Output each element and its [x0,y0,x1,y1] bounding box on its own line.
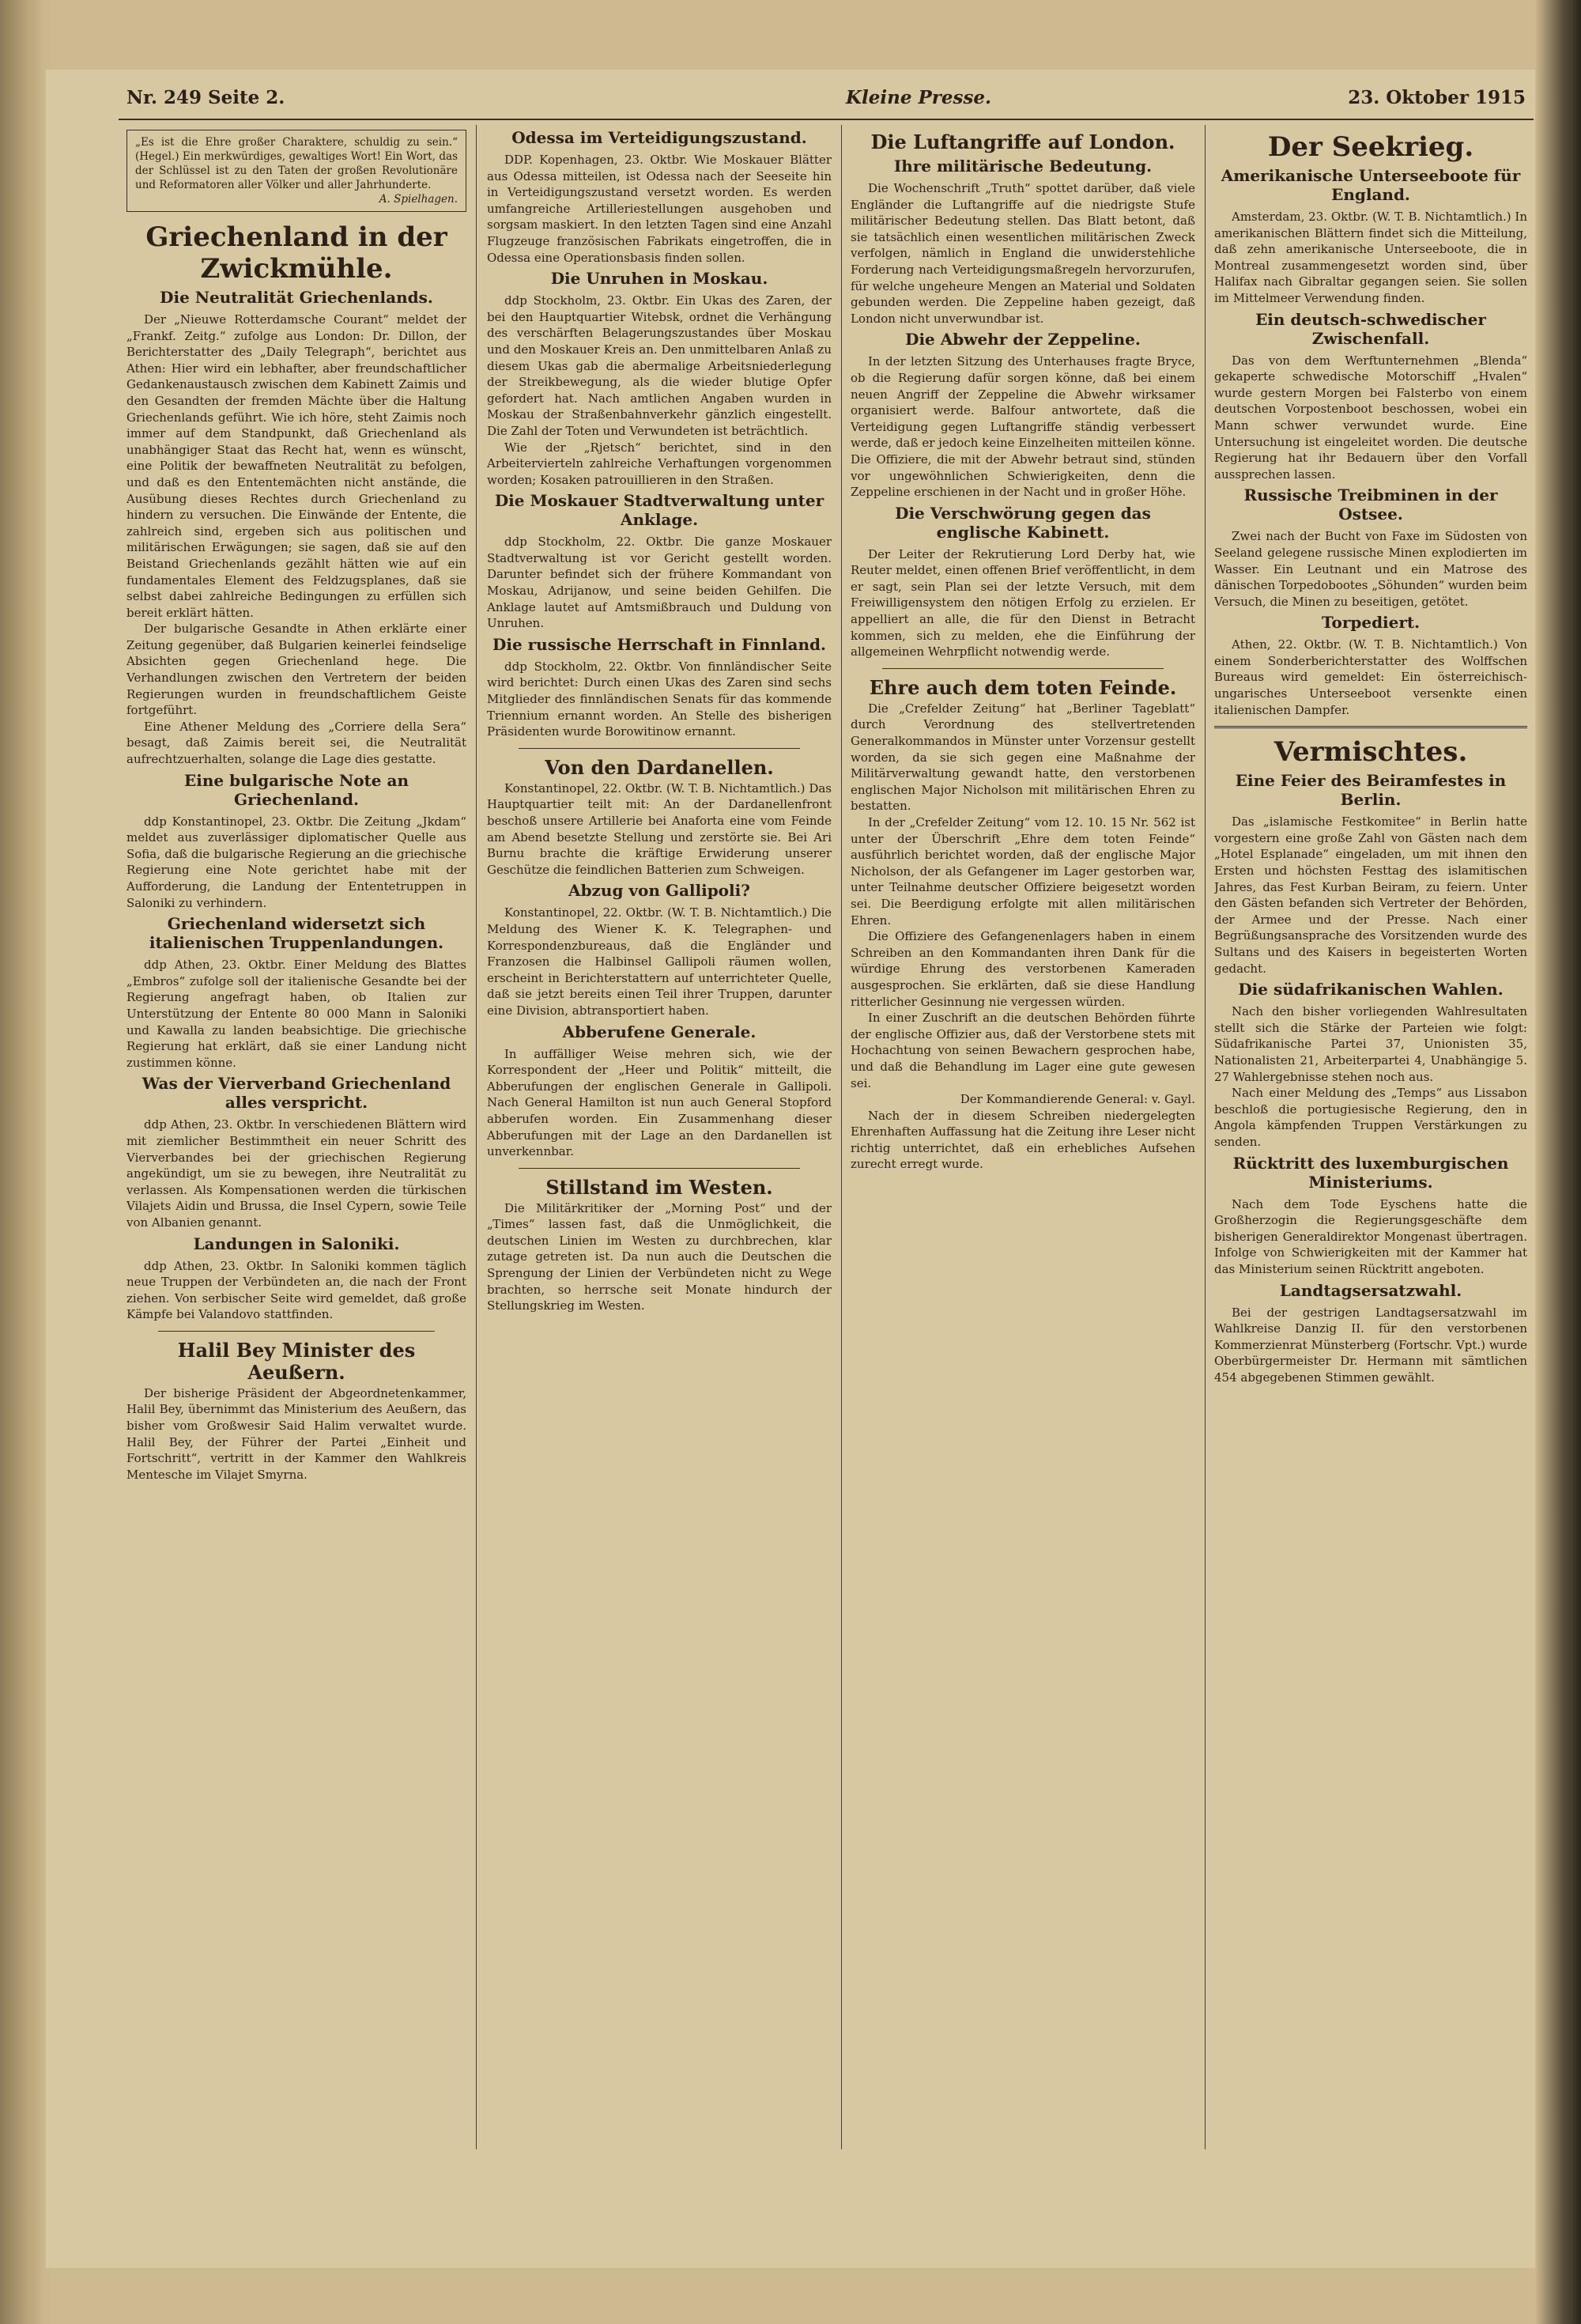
article-paragraph: Wie der „Rjetsch“ berichtet, sind in den Arbeitervierteln zahlreiche Verhaftungen vorgenommen worden; Kosaken patrouillieren in den Straßen. [487,440,832,487]
article-paragraph: Das von dem Werftunternehmen „Blenda“ gekaperte schwedische Motorschiff „Hvalen“ wurde gestern Morgen bei Falsterbo von einem deutschen Vorpostenboot beschossen, wobei ein Mann schwer verwundet wurde. Eine Untersuchung ist eingeleitet worden. Die deutsche Regierung hat ihr Bedauern über den Vorfall aussprechen lassen. [1214,353,1527,482]
subheadline: Ein deutsch-schwedischer Zwischenfall. [1255,309,1486,348]
subheadline: Eine bulgarische Note an Griechenland. [184,770,409,809]
article-paragraph: Die Offiziere des Gefangenenlagers haben in einem Schreiben an den Kommandanten ihren Dank für die würdige Ehrung des verstorbenen Kameraden ausgesprochen. Sie erklärten, daß sie diese Handlung ritterlicher Gesinnung nie vergessen würden. [851,929,1195,1009]
divider [519,748,800,749]
issue-date: 23. Oktober 1915 [1348,87,1526,108]
headline: Stillstand im Westen. [545,1175,773,1199]
subheadline: Die Moskauer Stadtverwaltung unter Anklage. [494,491,824,530]
article-paragraph: ddp Athen, 23. Oktbr. Einer Meldung des Blattes „Embros“ zufolge soll der italienische Gesandte bei der Regierung angefragt haben, ob Italien zur Unterstützung der Entente 80 000 Mann in Saloniki und Kawalla zu landen beabsichtige. Die griechische Regierung hat erklärt, daß sie einer Landung nicht zustimmen könne. [126,958,466,1070]
page-binding-left [0,0,46,2324]
headline: Ehre auch dem toten Feinde. [869,675,1177,699]
headline: Halil Bey Minister des Aeußern. [177,1338,416,1384]
article-paragraph: Konstantinopel, 22. Oktbr. (W. T. B. Nichtamtlich.) Die Meldung des Wiener K. K. Telegraphen- und Korrespondenzbureaus, daß die Engländer und Franzosen die Halbinsel Gallipoli räumen wollen, erscheint in Berichterstattern auf unterrichteter Quelle, daß sie jetzt bereits einen Teil ihrer Truppen, darunter eine Division, abtransportiert haben. [487,905,832,1018]
subheadline: Griechenland widersetzt sich italienischen Truppenlandungen. [149,914,444,953]
divider [158,1331,435,1332]
issue-number: Nr. 249 Seite 2. [126,87,285,108]
article-paragraph: Amsterdam, 23. Oktbr. (W. T. B. Nichtamtlich.) In amerikanischen Blättern findet sich die Mitteilung, daß zehn amerikanische Unterseeboote, die in Montreal zusammengesetzt worden sind, über Halifax nach Gibraltar gegangen seien. Sie sollen im Mittelmeer Verwendung finden. [1214,210,1527,305]
article-paragraph: In auffälliger Weise mehren sich, wie der Korrespondent der „Heer und Politik“ mitteilt, die Abberufungen der englischen Generale in Gallipoli. Nach General Hamilton ist nun auch General Stopford abberufen worden. Ein Zusammenhang dieser Abberufungen mit der Lage an den Dardanellen ist unverkennbar. [487,1046,832,1159]
column-1 [126,125,466,2133]
subheadline: Russische Treibminen in der Ostsee. [1243,486,1498,524]
article-paragraph: DDP. Kopenhagen, 23. Oktbr. Wie Moskauer Blätter aus Odessa mitteilen, ist Odessa nach der Seeseite hin in Verteidigungszustand versetzt worden. Es werden umfangreiche Artilleriestellungen ausgehoben und sorgsam maskiert. In den letzten Tagen sind eine Anzahl Flugzeuge französischen Fabrikats eingetroffen, die in Odessa eine Operationsbasis finden sollen. [487,153,832,265]
article-paragraph: Die Militärkritiker der „Morning Post“ und der „Times“ lassen fast, daß die Unmöglichkeit, die deutschen Linien im Westen zu durchbrechen, klar zutage getreten ist. Da nun auch die Deutschen die Sprengung der Linien der Verbündeten nicht zu Wege brachten, so herrsche seit Monate hindurch der Stellungskrieg im Westen. [487,1200,832,1313]
column-separator [1205,125,1206,2149]
subheadline: Eine Feier des Beiramfestes in Berlin. [1235,771,1507,810]
subheadline: Die russische Herrschaft in Finnland. [492,634,826,654]
article-paragraph: Bei der gestrigen Landtagsersatzwahl im Wahlkreise Danzig II. für den verstorbenen Kommerzienrat Münsterberg (Fortschr. Vpt.) wurde Oberbürgermeister Dr. Hermann mit sämtlichen 454 abgegebenen Stimmen gewählt. [1214,1305,1527,1385]
divider-double [1214,726,1527,728]
headline-vermischtes: Vermischtes. [1273,736,1468,769]
subheadline: Abberufene Generale. [562,1022,757,1041]
article-paragraph: Nach der in diesem Schreiben niedergelegten Ehrenhaften Auffassung hat die Zeitung ihre Leser nicht richtig unterrichtet, daß ein erhebliches Aufsehen zurecht erregt wurde. [851,1108,1195,1172]
article-paragraph: Der Leiter der Rekrutierung Lord Derby hat, wie Reuter meldet, einen offenen Brief veröffentlicht, in dem er sagt, sein Plan sei der letzte Versuch, mit dem Freiwilligensystem den nötigen Erfolg zu erzielen. Er appelliert an alle, die für den Dienst in Betracht kommen, sich zu melden, ehe die Einführung der allgemeinen Wehrpflicht notwendig werde. [851,546,1195,659]
subheadline: Odessa im Verteidigungszustand. [511,128,807,147]
subheadline: Landtagsersatzwahl. [1279,1280,1462,1300]
article-paragraph: Der bisherige Präsident der Abgeordnetenkammer, Halil Bey, übernimmt das Ministerium des Aeußern, das bisher vom Großwesir Said Halim verwaltet wurde. Halil Bey, der Führer der Partei „Einheit und Fortschritt“, vertritt in der Kammer den Wahlkreis Mentesche im Vilajet Smyrna. [126,1385,466,1482]
subheadline: Die Neutralität Griechenlands. [160,288,433,307]
subheadline: Was der Vierverband Griechenland alles verspricht. [141,1074,451,1113]
article-paragraph: Das „islamische Festkomitee“ in Berlin hatte vorgestern eine große Zahl von Gästen nach dem „Hotel Esplanade“ eingeladen, um mit ihnen den Ersten und höchsten Festtag des islamitischen Jahres, das Fest Kurban Beiram, zu feiern. Unter den Gästen befanden sich Vertreter der Behörden, der Armee und der Presse. Nach einer Begrüßungsansprache des Vorsitzenden wurde des Sultans und des Kaisers in begeisterten Worten gedacht. [1214,814,1527,976]
column-2 [487,125,832,2133]
article-paragraph: Nach den bisher vorliegenden Wahlresultaten stellt sich die Stärke der Parteien wie folgt: Südafrikanische Partei 37, Unionisten 35, Nationalisten 21, Arbeiterpartei 4, Unabhängige 5. 27 Wahlergebnisse stehen noch aus. [1214,1004,1527,1084]
headline: Die Luftangriffe auf London. [870,130,1175,153]
subheadline: Landungen in Saloniki. [193,1234,400,1253]
column-separator [841,125,842,2149]
subheadline: Ihre militärische Bedeutung. [893,157,1153,176]
subheadline: Die Abwehr der Zeppeline. [905,330,1141,350]
article-paragraph: Konstantinopel, 22. Oktbr. (W. T. B. Nichtamtlich.) Das Hauptquartier teilt mit: An der Dardanellenfront beschoß unsere Artillerie bei Anaforta eine vom Feinde am Abend besetzte Stellung und zerstörte sie. Bei Ari Burnu brachte die kräftige Erwiderung unserer Geschütze die feindlichen Batterien zum Schweigen. [487,780,832,877]
article-paragraph: ddp Stockholm, 22. Oktbr. Die ganze Moskauer Stadtverwaltung ist vor Gericht gestellt worden. Darunter befindet sich der frühere Kommandant von Moskau, Adrijanow, und seine beiden Gehilfen. Die Anklage lautet auf Amtsmißbrauch und Duldung von Unruhen. [487,535,832,631]
headline-greece: Griechenland in der Zwickmühle. [145,221,447,285]
headline-seekrieg: Der Seekrieg. [1267,131,1474,163]
article-paragraph: Die Wochenschrift „Truth“ spottet darüber, daß viele Engländer die Luftangriffe auf die niedrigste Stufe militärischer Bedeutung stellen. Das Blatt betont, daß sie tatsächlich einen wesentlichen militärischen Zweck verfolgen, nämlich in England die unwiderstehliche Forderung nach Verteidigungsmaßregeln hervorzurufen, für welche ungeheure Mengen an Material und Soldaten gebunden werden. Die Zeppeline haben gezeigt, daß London nicht unverwundbar ist. [851,181,1195,326]
divider [882,668,1164,669]
article-paragraph: Eine Athener Meldung des „Corriere della Sera“ besagt, daß Zaimis bereit sei, die Neutralität aufrechtzuerhalten, solange die Lage dies gestatte. [126,719,466,767]
quote-text: „Es ist die Ehre großer Charaktere, schuldig zu sein.“ (Hegel.) Ein merkwürdiges, gewaltiges Wort! Ein Wort, das der Schlüssel ist zu den Taten der großen Revolutionäre und Reformatoren aller Völker und aller Jahrhunderte. [135,136,458,191]
article-paragraph: ddp Konstantinopel, 23. Oktbr. Die Zeitung „Jkdam“ meldet aus zuverlässiger diplomatischer Quelle aus Sofia, daß die bulgarische Regierung an die griechische Regierung eine Note gerichtet habe mit der Aufforderung, die Landung der Ententetruppen in Saloniki zu verhindern. [126,814,466,910]
article-paragraph: ddp Stockholm, 23. Oktbr. Ein Ukas des Zaren, der bei den Hauptquartier Witebsk, ordnet die Verhängung des verschärften Belagerungszustandes über Moskau und den Moskauer Kreis an. Den unmittelbaren Anlaß zu diesem Ukas gab die abermalige Arbeitsniederlegung der Streikbewegung, als die wieder blutige Opfer gefordert hat. Nach amtlichen Angaben wurden in Moskau der Straßenbahnverkehr gänzlich eingestellt. Die Zahl der Toten und Verwundeten ist beträchtlich. [487,293,832,438]
article-paragraph: ddp Stockholm, 22. Oktbr. Von finnländischer Seite wird berichtet: Durch einen Ukas des Zaren sind sechs Mitglieder des finnländischen Senats für das kommende Triennium ernannt worden. An Stelle des bisherigen Präsidenten wurde Borowitinow ernannt. [487,659,832,739]
signature: Der Kommandierende General: v. Gayl. [960,1092,1195,1107]
subheadline: Die südafrikanischen Wahlen. [1238,980,1504,1000]
quote-box [126,130,466,212]
quote-author: A. Spielhagen. [379,193,458,206]
subheadline: Die Verschwörung gegen das englische Kabinett. [895,503,1151,542]
article-paragraph: In einer Zuschrift an die deutschen Behörden führte der englische Offizier aus, daß der Verstorbene stets mit Hochachtung von seinen Bewachern gesprochen habe, und daß die Behandlung im Lager eine gute gewesen sei. [851,1011,1195,1090]
page-edge-right [1535,0,1581,2324]
article-paragraph: In der „Crefelder Zeitung“ vom 12. 10. 15 Nr. 562 ist unter der Überschrift „Ehre dem toten Feinde“ ausführlich berichtet worden, daß der englische Major Nicholson, der als Gefangener im Lager gestorben war, unter Teilnahme deutscher Offiziere beigesetzt worden sei. Die Beerdigung erfolgte mit allen militärischen Ehren. [851,815,1195,928]
subheadline: Abzug von Gallipoli? [568,881,750,901]
article-paragraph: Der „Nieuwe Rotterdamsche Courant“ meldet der „Frankf. Zeitg.“ zufolge aus London: Dr. Dillon, der Berichterstatter des „Daily Telegraph“, berichtet aus Athen: Hier wird ein lebhafter, aber freundschaftlicher Gedankenaustausch zwischen dem Kabinett Zaimis und den Gesandten der fremden Mächte über die Haltung Griechenlands geführt. Wie ich höre, steht Zaimis noch immer auf dem Standpunkt, daß Griechenland als unabhängiger Staat das Recht hat, wenn es wünscht, eine Politik der bewaffneten Neutralität zu befolgen, und daß es den Ententemächten nicht anstände, die Ausübung dieses Rechtes durch Griechenland zu hindern zu versuchen. Die Einwände der Entente, die zahlreich sind, ergeben sich aus politischen und militärischen Erwägungen; sie sagen, daß sie auf den Beistand Griechenlands gezählt hätten wie auf ein fundamentales Element des Feldzugsplanes, daß sie selbst dabei zahlreiche Bedingungen zu erfüllen sich bereit erklärt hätten. [126,312,466,620]
headline: Von den Dardanellen. [545,755,774,779]
subheadline: Amerikanische Unterseeboote für England. [1221,166,1521,204]
column-3 [851,125,1195,2133]
article-paragraph: Der bulgarische Gesandte in Athen erklärte einer Zeitung gegenüber, daß Bulgarien keinerlei feindselige Absichten gegen Griechenland hege. Die Verhandlungen zwischen den Vertretern der beiden Regierungen wurden in freundschaftlichem Geiste fortgeführt. [126,622,466,718]
article-paragraph: In der letzten Sitzung des Unterhauses fragte Bryce, ob die Regierung dafür sorgen könne, daß bei einem neuen Angriff der Zeppeline die Abwehr wirksamer organisiert werde. Balfour antwortete, daß die Verteidigung gegen Luftangriffe ständig verbessert werde, daß er jedoch keine Einzelheiten mitteilen könne. Die Offiziere, die mit der Abwehr betraut sind, stünden vor ungewöhnlichen Schwierigkeiten, denn die Zeppeline erschienen in der Nacht und in großer Höhe. [851,354,1195,500]
column-separator [476,125,477,2149]
article-paragraph: Zwei nach der Bucht von Faxe im Südosten von Seeland gelegene russische Minen explodierten im Wasser. Ein Leutnant und ein Matrose des dänischen Torpedobootes „Söhunden“ wurden beim Versuch, die Minen zu beseitigen, getötet. [1214,529,1527,609]
article-paragraph: Nach dem Tode Eyschens hatte die Großherzogin die Regierungsgeschäfte dem bisherigen Generaldirektor Mongenast übertragen. Infolge von Schwierigkeiten mit der Kammer hat das Ministerium seinen Rücktritt angeboten. [1214,1196,1527,1276]
subheadline: Die Unruhen in Moskau. [550,269,768,289]
article-paragraph: Athen, 22. Oktbr. (W. T. B. Nichtamtlich.) Von einem Sonderberichterstatter des Wolffschen Bureaus wird gemeldet: Ein österreichisch-ungarisches Unterseeboot versenkte einen italienischen Dampfer. [1214,637,1527,717]
column-4 [1214,125,1527,2133]
article-paragraph: Die „Crefelder Zeitung“ hat „Berliner Tageblatt“ durch Verordnung des stellvertretenden Generalkommandos in Münster unter Vorzensur gestellt worden, da sie sich gegen eine Maßnahme der Militärverwaltung gewandt hatte, den verstorbenen englischen Major Nicholson mit militärischen Ehren zu bestatten. [851,701,1195,814]
article-paragraph: ddp Athen, 23. Oktbr. In Saloniki kommen täglich neue Truppen der Verbündeten an, die nach der Front ziehen. Von serbischer Seite wird gemeldet, daß große Kämpfe bei Valandovo stattfinden. [126,1258,466,1322]
newspaper-name: Kleine Presse. [846,87,992,108]
page-header [71,87,1534,119]
header-rule [119,119,1534,120]
subheadline: Torpediert. [1321,613,1421,633]
article-paragraph: ddp Athen, 23. Oktbr. In verschiedenen Blättern wird mit ziemlicher Bestimmtheit ein neuer Schritt des Vierverbandes bei der griechischen Regierung angekündigt, um sie zu bewegen, ihre Neutralität zu verlassen. Als Kompensationen werden die türkischen Vilajets Aidin und Brussa, die Insel Cypern, sowie Teile von Albanien genannt. [126,1117,466,1230]
divider [519,1168,800,1169]
article-paragraph: Nach einer Meldung des „Temps“ aus Lissabon beschloß die portugiesische Regierung, den in Angola kämpfenden Truppen Verstärkungen zu senden. [1214,1086,1527,1149]
subheadline: Rücktritt des luxemburgischen Ministeriums. [1232,1153,1509,1192]
